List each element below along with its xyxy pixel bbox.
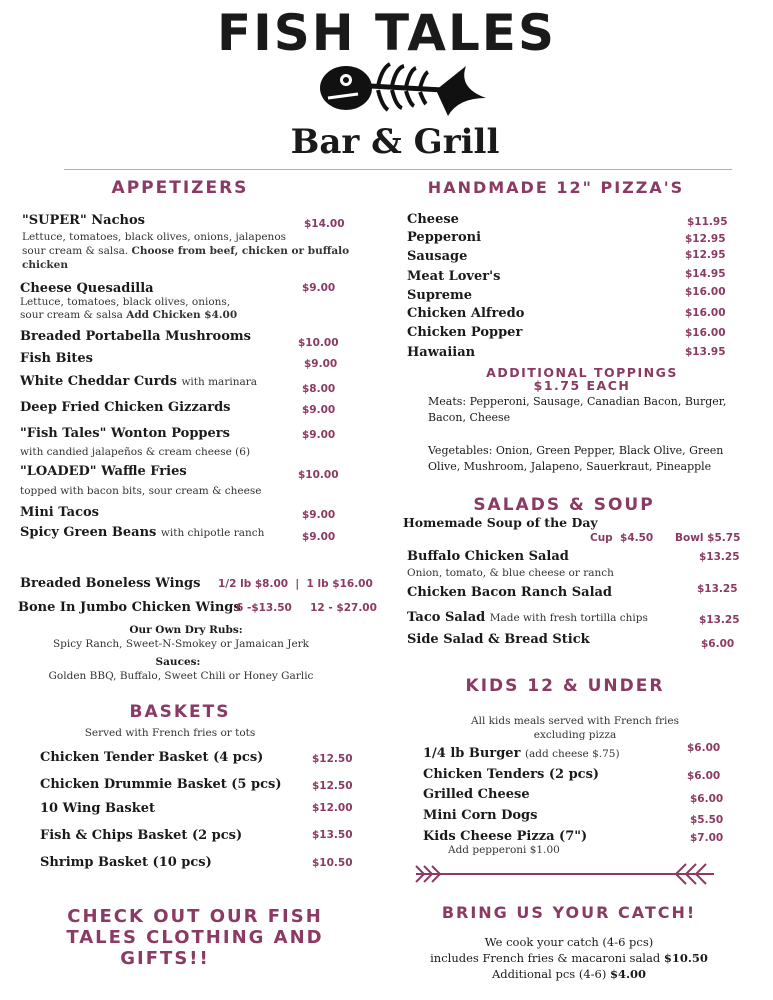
item-description: Lettuce, tomatoes, black olives, onions, jalapenos [22,231,287,243]
catch-line-text: includes French fries & macaroni salad [430,951,661,965]
catch-line [415,967,723,981]
item-price: $5.50 [690,814,724,826]
item-description: chicken [22,259,68,271]
menu-item: Fish Bites [20,351,93,366]
item-price: $14.00 [304,218,345,230]
promo-line: GIFTS!! [120,948,210,969]
arrow-divider-icon [414,862,716,886]
item-price: $16.00 [685,327,726,339]
menu-item [407,610,648,625]
menu-item: "LOADED" Waffle Fries [20,464,187,479]
menu-item: Supreme [407,288,473,303]
item-price: $10.50 [312,857,353,869]
item-name: Taco Salad [407,610,486,625]
menu-item: Grilled Cheese [423,787,530,802]
kids-subtitle: excluding pizza [533,729,617,741]
item-description-part: sour cream & salsa. [22,245,129,257]
item-name: 1/4 lb Burger [423,746,521,761]
menu-item: Cheese [407,212,459,227]
item-price: $9.00 [302,429,336,441]
menu-item: Shrimp Basket (10 pcs) [40,855,212,870]
toppings-vegetables: Olive, Mushroom, Jalapeno, Sauerkraut, Pineapple [428,460,712,473]
menu-item: Side Salad & Bread Stick [407,632,590,647]
item-price: $6.00 [687,770,721,782]
item-price: $14.95 [685,268,726,280]
item-description: Onion, tomato, & blue cheese or ranch [407,567,614,579]
catch-line: We cook your catch (4-6 pcs) [484,935,654,949]
toppings-vegetables: Vegetables: Onion, Green Pepper, Black Olive, Green [428,444,724,457]
item-price: $9.00 [302,282,336,294]
menu-item: Chicken Alfredo [407,306,525,321]
toppings-meats: Meats: Pepperoni, Sausage, Canadian Bacon, Burger, [428,395,727,408]
item-price: $9.00 [302,404,336,416]
menu-item: Buffalo Chicken Salad [407,549,569,564]
toppings-price: $1.75 EACH [533,378,631,393]
menu-item: Sausage [407,249,468,264]
menu-item: Chicken Popper [407,325,523,340]
kids-title: KIDS 12 & UNDER [465,676,665,696]
item-description-bold: Add Chicken $4.00 [126,309,238,321]
menu-item: 10 Wing Basket [40,801,156,816]
item-price: $16.00 [685,307,726,319]
fish-skeleton-icon [318,58,488,120]
soup-cup-price: Cup $4.50 [590,532,654,544]
item-price: $13.95 [685,346,726,358]
item-price: $12.50 [312,753,353,765]
item-price: $12.95 [685,249,726,261]
catch-line-price: $10.50 [663,951,708,965]
item-name: Spicy Green Beans [20,525,157,540]
menu-item: "SUPER" Nachos [22,213,145,228]
menu-item: Cheese Quesadilla [20,281,154,296]
item-description: with candied jalapeños & cream cheese (6) [20,446,251,458]
baskets-subtitle: Served with French fries or tots [84,727,256,739]
item-price: $9.00 [302,509,336,521]
menu-item: Deep Fried Chicken Gizzards [20,400,231,415]
promo-line: TALES CLOTHING AND [66,927,324,948]
item-description: Add pepperoni $1.00 [448,844,560,856]
sauces-title: Sauces: [155,656,201,668]
item-price: $10.00 [298,469,339,481]
toppings-meats: Bacon, Cheese [428,411,511,424]
menu-item: Breaded Boneless Wings [20,576,201,591]
menu-item [423,746,620,761]
catch-title: BRING US YOUR CATCH! [441,903,697,922]
menu-item: Chicken Bacon Ranch Salad [407,585,613,600]
sauces-list: Golden BBQ, Buffalo, Sweet Chili or Honey Garlic [48,670,314,682]
item-price: $9.00 [302,531,336,543]
promo-line: CHECK OUT OUR FISH [67,906,323,927]
item-price: 1/2 lb $8.00 | 1 lb $16.00 [218,578,373,590]
item-price: $12.95 [685,233,726,245]
menu-item: Meat Lover's [407,269,501,284]
item-price: $12.00 [312,802,353,814]
item-price: $16.00 [685,286,726,298]
menu-item: Chicken Tenders (2 pcs) [423,767,600,782]
item-price: $13.25 [699,551,740,563]
menu-item: Fish & Chips Basket (2 pcs) [40,828,243,843]
item-price: $6.00 [701,638,735,650]
item-price: $12.50 [312,780,353,792]
item-description: Lettuce, tomatoes, black olives, onions, [20,296,231,308]
kids-subtitle: All kids meals served with French fries [471,715,679,727]
menu-item: Bone In Jumbo Chicken Wings [18,600,241,615]
salads-title: SALADS & SOUP [473,495,655,515]
appetizers-title: APPETIZERS [111,178,249,198]
pizza-title: HANDMADE 12" PIZZA'S [427,178,685,197]
item-name: White Cheddar Curds [20,374,177,389]
rubs-list: Spicy Ranch, Sweet-N-Smokey or Jamaican Jerk [52,638,310,650]
item-price: $6.00 [690,793,724,805]
item-price: $10.00 [298,337,339,349]
item-price: $7.00 [690,832,724,844]
menu-item: "Fish Tales" Wonton Poppers [20,426,230,441]
item-note: with chipotle ranch [160,527,265,539]
menu-item: Kids Cheese Pizza (7") [423,829,588,844]
item-price: $13.50 [312,829,353,841]
item-note: (add cheese $.75) [524,748,620,760]
soup-item: Homemade Soup of the Day [403,515,598,530]
item-price: $9.00 [304,358,338,370]
catch-line-price: $4.00 [610,967,647,981]
item-price: $6.00 [687,742,721,754]
catch-line-text: Additional pcs (4-6) [491,967,607,981]
menu-item [20,374,257,389]
item-price: $8.00 [302,383,336,395]
item-price: 6 -$13.50 12 - $27.00 [236,602,377,614]
item-note: Made with fresh tortilla chips [489,612,648,624]
soup-bowl-price: Bowl $5.75 [675,532,741,544]
brand-subtitle: Bar & Grill [290,122,500,162]
item-price: $13.25 [697,583,738,595]
item-note: with marinara [181,376,257,388]
menu-item: Chicken Tender Basket (4 pcs) [40,750,264,765]
menu-item: Pepperoni [407,230,482,245]
header-divider [64,169,732,170]
item-description-bold: Choose from beef, chicken or buffalo [131,245,350,257]
toppings-title: ADDITIONAL TOPPINGS [486,365,678,380]
item-description [22,245,349,257]
menu-item [20,525,264,540]
baskets-title: BASKETS [129,702,231,722]
menu-item: Hawaiian [407,345,476,360]
menu-item: Chicken Drummie Basket (5 pcs) [40,777,282,792]
rubs-title: Our Own Dry Rubs: [129,624,243,636]
item-description-part: sour cream & salsa [20,309,123,321]
catch-line [410,951,728,965]
item-price: $13.25 [699,614,740,626]
menu-item: Mini Corn Dogs [423,808,538,823]
item-description: topped with bacon bits, sour cream & cheese [20,485,262,497]
brand-title: FISH TALES [217,4,556,62]
menu-item: Mini Tacos [20,505,100,520]
item-description [20,309,237,321]
item-price: $11.95 [687,216,728,228]
menu-item: Breaded Portabella Mushrooms [20,329,251,344]
